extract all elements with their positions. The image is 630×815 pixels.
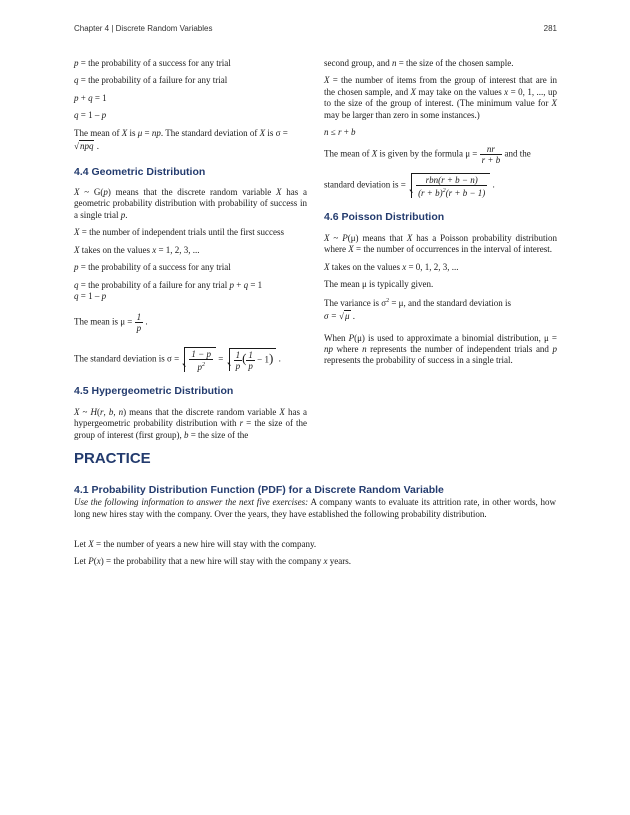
- poisson-values: X takes on the values x = 0, 1, 2, 3, ...: [324, 261, 459, 272]
- poisson-approx: When P(μ) is used to approximate a binomial distribution, μ = np where n represents the number of independent trials and p represents the probability of success in a single trial.: [324, 332, 557, 366]
- practice-let-x: Let X = the number of years a new hire will stay with the company.: [74, 539, 317, 549]
- hypergeometric-heading: 4.5 Hypergeometric Distribution: [74, 385, 234, 398]
- geometric-heading: 4.4 Geometric Distribution: [74, 165, 206, 178]
- hyp-x-def: X = the number of items from the group of interest that are in the chosen sample, and X may take on the values x = 0, 1, ..., up to the size of the group of interest. (The minimum value for X may be larger than zero in some instances.): [324, 75, 557, 120]
- hyp-n-def: second group, and n = the size of the chosen sample.: [324, 58, 514, 68]
- practice-let-px: Let P(x) = the probability that a new hire will stay with the company x years.: [74, 556, 352, 566]
- binomial-mean-sd: The mean of X is μ = np. The standard deviation of X is σ =: [74, 127, 288, 138]
- geometric-q-def: q = the probability of a failure for any trial p + q = 1: [74, 279, 263, 290]
- def-q: q = the probability of a failure for any trial: [74, 75, 228, 86]
- geometric-p-def: p = the probability of a success for any trial: [74, 262, 231, 273]
- poisson-mean: The mean μ is typically given.: [324, 279, 434, 290]
- binomial-sd-formula: √npq .: [74, 141, 99, 152]
- geometric-definition: X ~ G(p) means that the discrete random variable X has a geometric probability distribution with probability of success in a single trial p.: [74, 187, 307, 220]
- practice-heading: PRACTICE: [74, 450, 151, 467]
- poisson-variance: The variance is $\sigma^2 = \mu$, and the standard deviation is: [324, 298, 511, 309]
- page-number: 281: [543, 24, 557, 33]
- poisson-definition: X ~ P(μ) means that X has a Poisson probability distribution where X = the number of occurrences in the interval of interest.: [324, 232, 557, 255]
- hyp-sd: standard deviation is = $\frac{\text{rbn(r + b − n)}}{(r + b)^2(r + b - 1)}$ .: [324, 175, 495, 199]
- right-column: [324, 58, 557, 373]
- geometric-q-eq: q = 1 – p: [74, 290, 107, 301]
- hypergeometric-definition: X ~ H(r, b, n) means that the discrete random variable X has a hypergeometric probability distribution with r = the size of the group of interest (first group), b = the size of the: [74, 406, 308, 440]
- geometric-mean: The mean is μ = $\frac{1}{p}$ .: [74, 312, 148, 334]
- poisson-sd: σ = √μ .: [324, 310, 355, 322]
- poisson-heading: 4.6 Poisson Distribution: [324, 211, 445, 224]
- def-p: p = the probability of a success for any trial: [74, 58, 231, 68]
- practice-section-heading: 4.1 Probability Distribution Function (PDF) for a Discrete Random Variable: [74, 484, 444, 496]
- p-plus-q: p + q = 1: [74, 92, 107, 103]
- practice-intro: Use the following information to answer the next five exercises: A company wants to evaluate its attrition rate, in other words, how long new hires stay with the company. Over the years, they have established the following probability distribution.: [74, 497, 557, 519]
- q-equals: q = 1 – p: [74, 110, 107, 121]
- hyp-mean: The mean of X is given by the formula μ = $\frac{nr}{r + b}$ and the: [324, 144, 531, 166]
- geometric-sd: The standard deviation is σ = $\frac{1 - p}{p^2}$ = $\frac{1}{p}$ ( $\frac{1}{p}$ − 1) .: [74, 349, 281, 373]
- left-column: [74, 58, 307, 447]
- running-header-chapter: Chapter 4 | Discrete Random Variables: [74, 24, 213, 33]
- geometric-x-def: X = the number of independent trials until the first success: [74, 227, 285, 238]
- geometric-values: X takes on the values x = 1, 2, 3, ...: [74, 244, 200, 255]
- hyp-constraint: n ≤ r + b: [324, 127, 356, 138]
